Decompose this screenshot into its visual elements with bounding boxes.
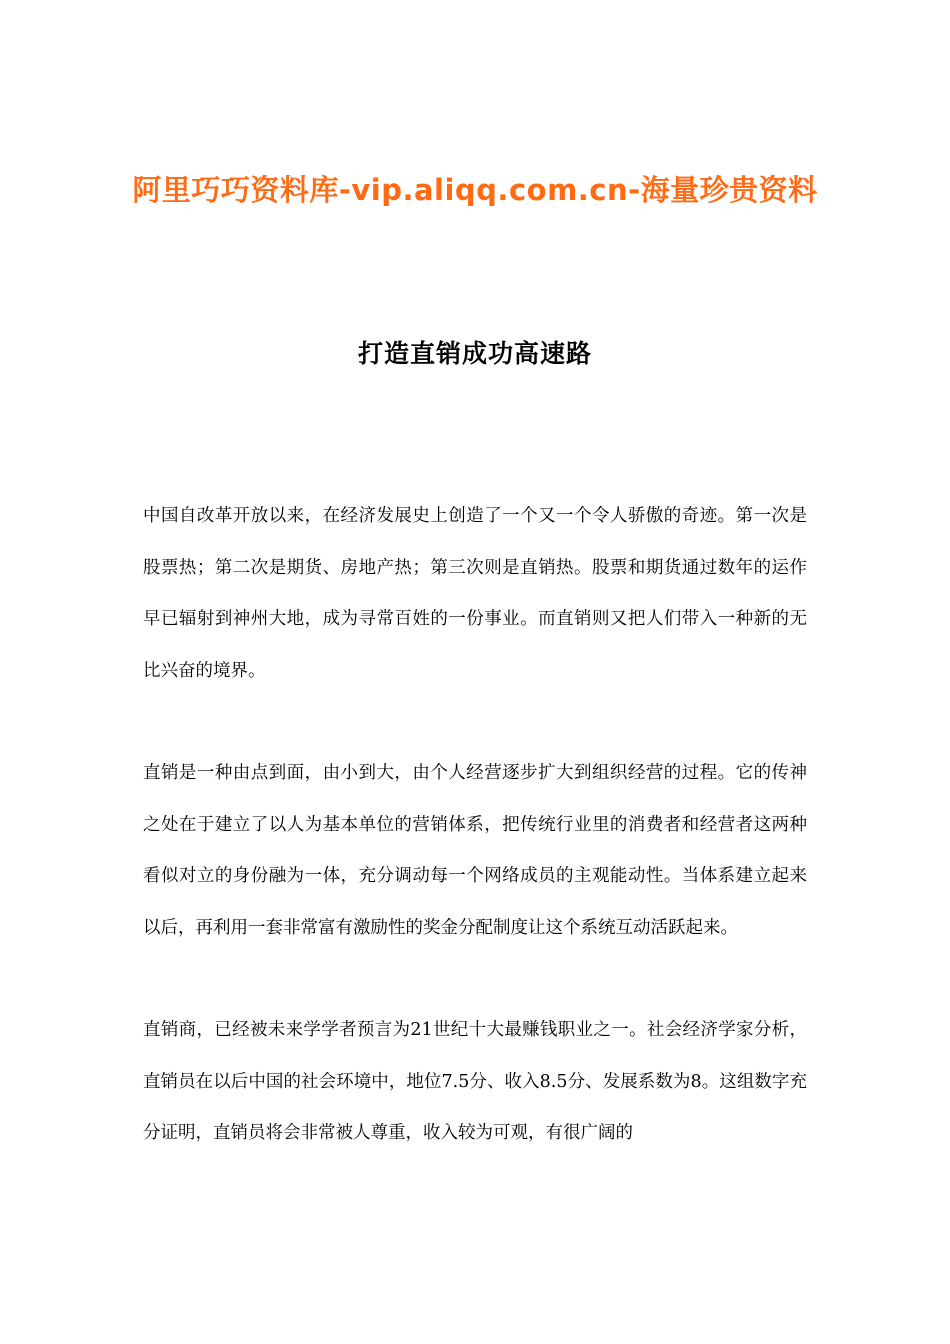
paragraph: 直销商，已经被未来学学者预言为21世纪十大最赚钱职业之一。社会经济学家分析，直销员在以后中国的社会环境中，地位7.5分、收入8.5分、发展系数为8。这组数字充分证明，直销员将会非常被人尊重，收入较为可观，有很广阔的 — [143, 1020, 807, 1143]
document-body — [143, 491, 807, 1211]
document-title: 打造直销成功高速路 — [357, 339, 592, 368]
paragraph: 直销是一种由点到面，由小到大，由个人经营逐步扩大到组织经营的过程。它的传神之处在于建立了以人为基本单位的营销体系，把传统行业里的消费者和经营者这两种看似对立的身份融为一体，充分调动每一个网络成员的主观能动性。当体系建立起来以后，再利用一套非常富有激励性的奖金分配制度让这个系统互动活跃起来。 — [143, 763, 807, 938]
paragraph: 中国自改革开放以来，在经济发展史上创造了一个又一个令人骄傲的奇迹。第一次是股票热；第二次是期货、房地产热；第三次则是直销热。股票和期货通过数年的运作早已辐射到神州大地，成为寻常百姓的一份事业。而直销则又把人们带入一种新的无比兴奋的境界。 — [143, 506, 807, 681]
watermark-banner: 阿里巧巧资料库-vip.aliqq.com.cn-海量珍贵资料 — [132, 173, 818, 207]
